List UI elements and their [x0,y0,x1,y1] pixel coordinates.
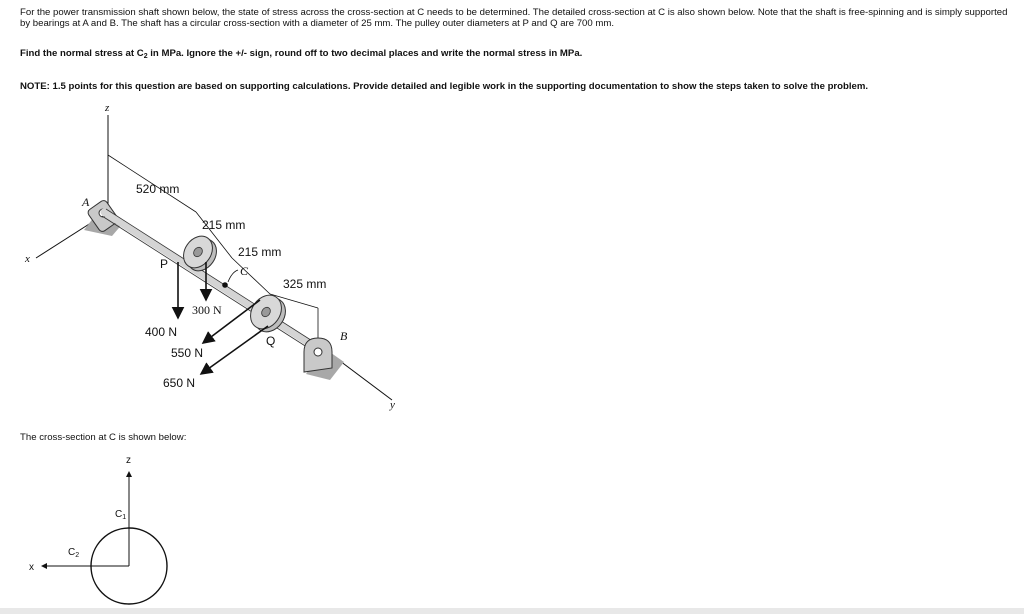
point-a-label: A [82,195,90,209]
force-300-label: 300 N [192,303,222,317]
point-c-dot [222,282,228,288]
dim-label-520: 520 mm [136,182,180,196]
pulley-q-label: Q [266,334,276,348]
point-c-leader [228,270,238,282]
point-c2-letter: C [68,547,76,558]
cross-section-diagram [0,446,260,614]
point-b-label: B [340,329,348,343]
point-c1-label [115,509,126,521]
cross-z-label: z [126,455,131,466]
point-c-label: C [240,264,249,278]
force-650-label: 650 N [163,376,196,390]
point-c2-label [68,547,79,559]
pulley-p-label: P [160,257,169,271]
point-c1-letter: C [115,509,123,520]
cross-x-label: x [29,562,34,573]
dim-label-215-b: 215 mm [238,245,282,259]
bottom-scroll-edge [0,608,1024,614]
cross-section-caption: The cross-section at C is shown below: [20,432,187,443]
point-c2-sub: 2 [75,552,80,559]
force-650-arrow [201,326,268,374]
task-prefix: Find the normal stress at C [20,48,144,59]
task-subscript: 2 [143,53,148,60]
point-c1-sub: 1 [122,514,127,521]
problem-note: NOTE: 1.5 points for this question are based on supporting calculations. Provide detailed and legible work in the supporting documentation to show the steps taken to solve the problem. [20,81,869,92]
task-suffix: in MPa. Ignore the +/- sign, round off to two decimal places and write the normal stress in MPa. [147,48,583,59]
y-axis-label: y [390,399,395,411]
force-400-label: 400 N [145,325,178,339]
dim-label-325: 325 mm [283,277,327,291]
problem-task [20,48,1010,62]
problem-intro: For the power transmission shaft shown below, the state of stress across the cross-section at C needs to be determined. The detailed cross-section at C is also shown below. Note that the shaft is free-spinning and is simply supported by bearings at A and B. The shaft has a circular cross-section with a diameter of 25 mm. The pulley outer diameters at P and Q are 700 mm. [20,7,1008,29]
z-axis-label: z [105,102,110,114]
bearing-b [304,338,344,380]
shaft-diagram [0,98,460,418]
dim-line-cq [232,258,270,294]
dim-label-215-a: 215 mm [202,218,246,232]
force-550-label: 550 N [171,346,204,360]
x-axis-label: x [25,253,30,265]
